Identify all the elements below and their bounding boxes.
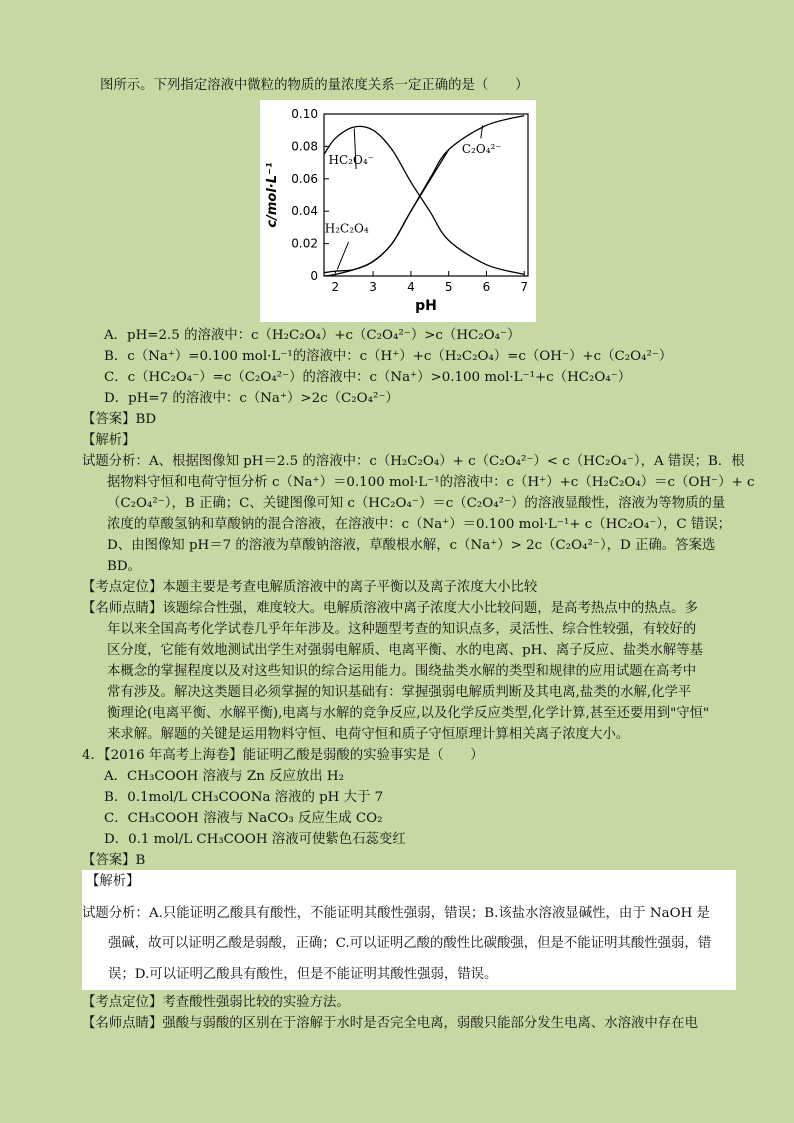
q3-mingshi-line: 年以来全国高考化学试卷几乎年年涉及。这种题型考查的知识点多，灵活性、综合性较强，有较好的 bbox=[107, 622, 697, 637]
x-tick-label: 3 bbox=[369, 280, 377, 294]
x-tick-label: 6 bbox=[482, 280, 491, 294]
series-c2o4-line bbox=[324, 116, 524, 276]
q4-option-a: A．CH₃COOH 溶液与 Zn 反应放出 H₂ bbox=[104, 769, 344, 784]
q3-mingshi-line: 常有涉及。解决这类题目必须掌握的知识基础有：掌握强弱电解质判断及其电离,盐类的水解,化学平 bbox=[107, 685, 692, 700]
q3-mingshi-line: 本概念的掌握程度以及对这些知识的综合运用能力。围绕盐类水解的类型和规律的应用试题在高考中 bbox=[107, 664, 697, 679]
y-tick-label: 0.04 bbox=[291, 204, 318, 219]
y-tick-label: 0.10 bbox=[291, 107, 318, 121]
q3-mingshi-line: 区分度，它能有效地测试出学生对强弱电解质、电离平衡、水的电离、pH、离子反应、盐类水解等基 bbox=[107, 643, 704, 658]
h2c2o4-leader bbox=[337, 242, 348, 270]
q4-jiexi-line: 试题分析：A.只能证明乙酸具有酸性，不能证明其酸性强弱，错误；B.该盐水溶液显碱性，由于 NaOH 是 bbox=[82, 906, 710, 921]
q3-jiexi-line: （C₂O₄²⁻），B 正确；C、关键图像可知 c（HC₂O₄⁻）＝c（C₂O₄²⁻）的溶液显酸性，溶液为等物质的量 bbox=[107, 496, 726, 511]
q3-mingshi-line: 来求解。解题的关键是运用物料守恒、电荷守恒和质子守恒原理计算相关离子浓度大小。 bbox=[107, 727, 630, 742]
q4-jiexi-line: 强碱，故可以证明乙酸是弱酸，正确；C.可以证明乙酸的酸性比碳酸强，但是不能证明其酸性强弱，错 bbox=[108, 936, 712, 951]
c2o4-label: C₂O₄²⁻ bbox=[461, 141, 502, 156]
x-axis-label: pH bbox=[415, 298, 437, 314]
hc2o4-label: HC₂O₄⁻ bbox=[328, 153, 374, 168]
y-tick-label: 0.06 bbox=[291, 171, 318, 186]
q3-option-c: C．c（HC₂O₄⁻）=c（C₂O₄²⁻）的溶液中：c（Na⁺）>0.100 mol·L⁻¹+c（HC₂O₄⁻） bbox=[104, 370, 632, 385]
q4-jiexi-heading: 【解析】 bbox=[86, 874, 140, 889]
y-tick-label: 0.02 bbox=[291, 236, 318, 251]
q3-kaodian: 【考点定位】本题主要是考查电解质溶液中的离子平衡以及离子浓度大小比较 bbox=[82, 580, 538, 595]
x-tick-label: 5 bbox=[444, 280, 453, 294]
q3-answer: 【答案】BD bbox=[82, 412, 157, 427]
q3-jiexi-line: 据物料守恒和电荷守恒分析 c（Na⁺）＝0.100 mol·L⁻¹的溶液中：c（H⁺）+c（H₂C₂O₄）＝c（OH⁻）+ c bbox=[107, 475, 755, 490]
q3-jiexi-line: BD。 bbox=[107, 559, 141, 574]
x-tick-label: 7 bbox=[520, 280, 529, 294]
y-tick-label: 0.08 bbox=[291, 139, 318, 154]
q3-option-d: D．pH=7 的溶液中：c（Na⁺）>2c（C₂O₄²⁻） bbox=[104, 391, 399, 406]
q3-option-b: B．c（Na⁺）=0.100 mol·L⁻¹的溶液中：c（H⁺）+c（H₂C₂O₄）=c（OH⁻）+c（C₂O₄²⁻） bbox=[104, 349, 673, 364]
q4-jiexi-box bbox=[82, 870, 736, 990]
concentration-chart bbox=[260, 100, 536, 322]
q3-jiexi-line: D、由图像知 pH＝7 的溶液为草酸钠溶液，草酸根水解，c（Na⁺）> 2c（C₂O₄²⁻），D 正确。答案选 bbox=[107, 538, 716, 553]
q4-answer: 【答案】B bbox=[82, 853, 146, 868]
q4-option-c: C．CH₃COOH 溶液与 NaCO₃ 反应生成 CO₂ bbox=[104, 811, 383, 826]
q4-mingshi: 【名师点睛】强酸与弱酸的区别在于溶解于水时是否完全电离，弱酸只能部分发生电离、水溶液中存在电 bbox=[82, 1016, 698, 1031]
q3-mingshi-line: 【名师点睛】该题综合性强，难度较大。电解质溶液中离子浓度大小比较问题，是高考热点中的热点。多 bbox=[82, 601, 698, 616]
y-tick-label: 0 bbox=[310, 269, 318, 283]
q4-stem: 4．【2016 年高考上海卷】能证明乙酸是弱酸的实验事实是（ ） bbox=[82, 748, 484, 763]
q4-jiexi-line: 误；D.可以证明乙酸具有酸性，但是不能证明其酸性强弱，错误。 bbox=[108, 967, 498, 982]
question-intro: 图所示。下列指定溶液中微粒的物质的量浓度关系一定正确的是（ ） bbox=[100, 78, 529, 93]
x-tick-label: 2 bbox=[331, 280, 340, 294]
q4-option-d: D．0.1 mol/L CH₃COOH 溶液可使紫色石蕊变红 bbox=[104, 832, 406, 847]
y-axis-label: c/mol·L⁻¹ bbox=[265, 162, 280, 228]
q3-option-a: A．pH=2.5 的溶液中：c（H₂C₂O₄）+c（C₂O₄²⁻）>c（HC₂O₄⁻） bbox=[104, 328, 521, 343]
h2c2o4-label: H₂C₂O₄ bbox=[324, 221, 369, 236]
q3-jiexi-heading: 【解析】 bbox=[82, 433, 136, 448]
q3-mingshi-line: 衡理论(电离平衡、水解平衡),电离与水解的竞争反应,以及化学反应类型,化学计算,甚至还要用到"守恒" bbox=[107, 706, 710, 721]
q3-jiexi-line: 浓度的草酸氢钠和草酸钠的混合溶液，在溶液中：c（Na⁺）＝0.100 mol·L⁻¹+ c（HC₂O₄⁻），C 错误； bbox=[107, 517, 732, 532]
x-tick-label: 4 bbox=[407, 280, 415, 294]
q4-option-b: B．0.1mol/L CH₃COONa 溶液的 pH 大于 7 bbox=[104, 790, 384, 805]
q3-jiexi-line: 试题分析：A、根据图像知 pH＝2.5 的溶液中：c（H₂C₂O₄）+ c（C₂O₄²⁻）< c（HC₂O₄⁻），A 错误；B．根 bbox=[82, 454, 745, 469]
q4-kaodian: 【考点定位】考查酸性强弱比较的实验方法。 bbox=[82, 995, 350, 1010]
